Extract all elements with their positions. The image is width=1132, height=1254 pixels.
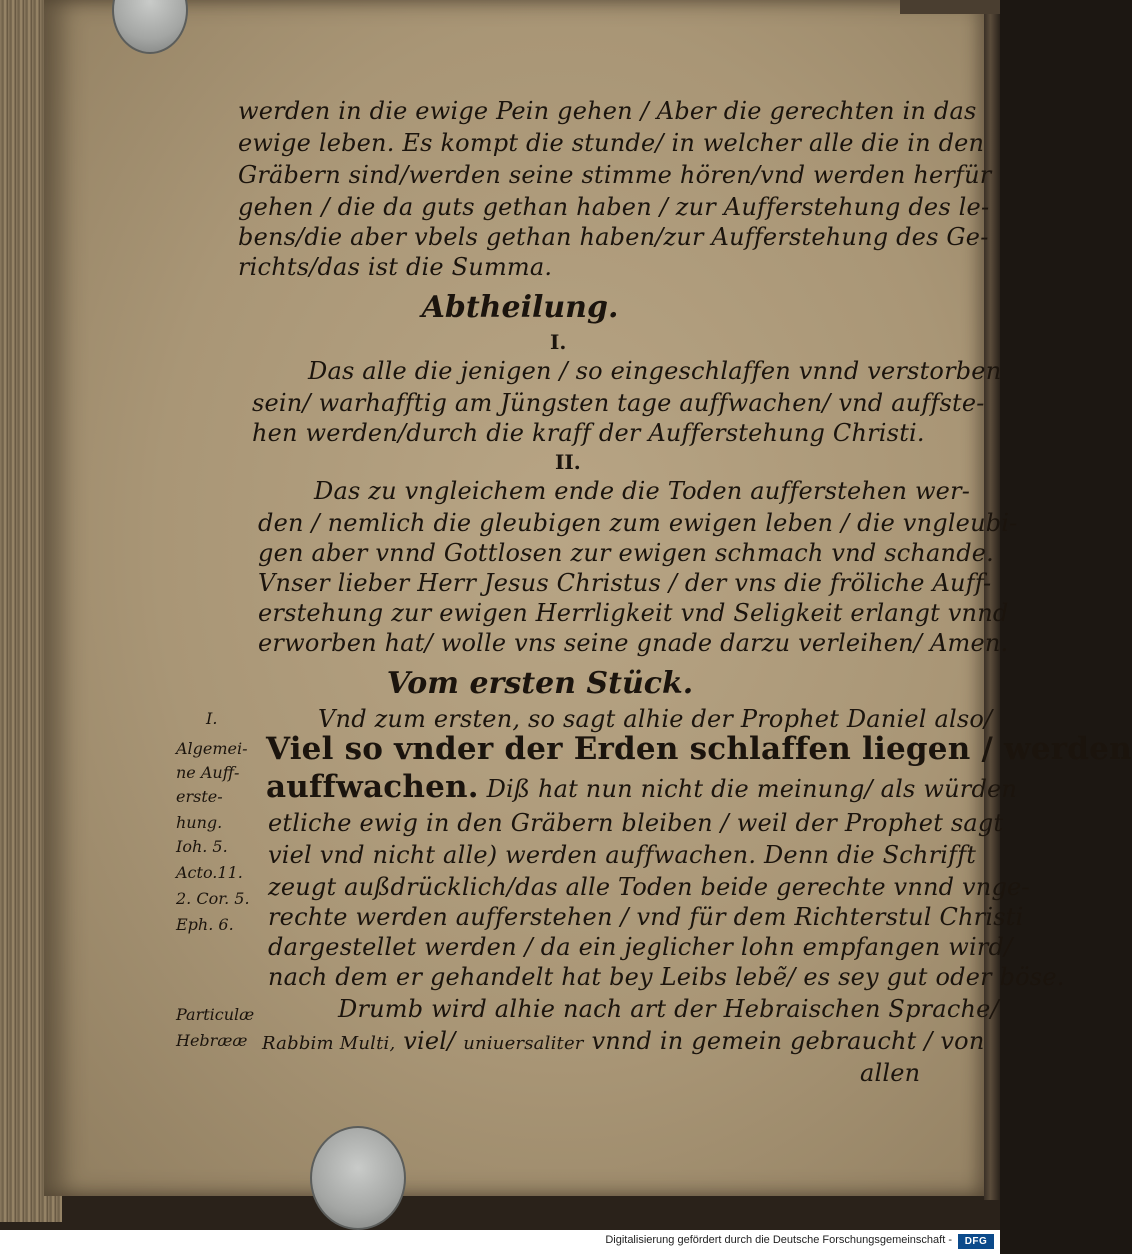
margin-note: Algemei- bbox=[176, 739, 248, 758]
stueck-line: rechte werden aufferstehen / vnd für dem Richterstul Christi bbox=[268, 903, 1024, 931]
stueck-line-rest: Diß hat nun nicht die meinung/ als würden bbox=[478, 775, 1018, 803]
rabbim-mid: viel/ bbox=[395, 1027, 464, 1055]
dfg-logo-icon: DFG bbox=[958, 1234, 994, 1249]
body-line: werden in die ewige Pein gehen / Aber die gerechten in das bbox=[238, 97, 977, 125]
stueck-line: etliche ewig in den Gräbern bleiben / weil der Prophet sagt bbox=[268, 809, 1004, 837]
numeral-one: I. bbox=[550, 330, 567, 354]
margin-note: 2. Cor. 5. bbox=[176, 889, 250, 908]
digitization-footer bbox=[0, 1230, 1000, 1254]
daniel-quote: Viel so vnder der Erden schlaffen liegen / werden bbox=[266, 731, 1132, 767]
section-line: erworben hat/ wolle vns seine gnade darzu verleihen/ Amen. bbox=[258, 629, 1009, 657]
catchword: allen bbox=[860, 1059, 921, 1087]
stueck-line: dargestellet werden / da ein jeglicher lohn empfangen wird/ bbox=[268, 933, 1013, 961]
margin-note: Acto.11. bbox=[176, 863, 243, 882]
section-line: Das zu vngleichem ende die Toden aufferstehen wer- bbox=[314, 477, 971, 505]
body-line: richts/das ist die Summa. bbox=[238, 253, 553, 281]
stueck-line: nach dem er gehandelt hat bey Leibs lebẽ/ es sey gut oder böse. bbox=[268, 963, 1065, 991]
rabbim-universaliter: uniuersaliter bbox=[463, 1033, 584, 1054]
margin-note: Eph. 6. bbox=[176, 915, 234, 934]
heading-abtheilung: Abtheilung. bbox=[421, 290, 619, 325]
daniel-quote-end: auffwachen. bbox=[266, 769, 479, 805]
stueck-intro: Vnd zum ersten, so sagt alhie der Prophet Daniel also/ bbox=[318, 705, 993, 733]
body-line: gehen / die da guts gethan haben / zur Aufferstehung des le- bbox=[238, 193, 990, 221]
margin-note: Ioh. 5. bbox=[176, 837, 228, 856]
margin-note: Hebrææ bbox=[176, 1031, 248, 1050]
footer-credit: Digitalisierung gefördert durch die Deutsche Forschungsgemeinschaft - bbox=[605, 1234, 952, 1246]
section-line: hen werden/durch die kraff der Aufferstehung Christi. bbox=[252, 419, 925, 447]
section-line: Das alle die jenigen / so eingeschlaffen vnnd verstorben bbox=[308, 357, 1002, 385]
rabbim-line bbox=[262, 1026, 985, 1059]
margin-note: hung. bbox=[176, 813, 223, 832]
numeral-two: II. bbox=[555, 450, 581, 474]
drumb-line: Drumb wird alhie nach art der Hebraischen Sprache/ bbox=[338, 995, 999, 1023]
margin-note: Particulæ bbox=[176, 1005, 255, 1024]
rabbim-rest: vnnd in gemein gebraucht / von bbox=[583, 1027, 985, 1055]
body-line: bens/die aber vbels gethan haben/zur Aufferstehung des Ge- bbox=[238, 223, 989, 251]
rabbim-latin: Rabbim Multi, bbox=[262, 1033, 396, 1054]
margin-note: I. bbox=[206, 709, 218, 728]
margin-note: erste- bbox=[176, 787, 223, 806]
body-line: Gräbern sind/werden seine stimme hören/vnd werden herfür bbox=[238, 161, 992, 189]
section-line: gen aber vnnd Gottlosen zur ewigen schmach vnd schande. bbox=[258, 539, 995, 567]
section-line: den / nemlich die gleubigen zum ewigen leben / die vngleubi- bbox=[258, 509, 1018, 537]
stueck-line: zeugt außdrücklich/das alle Toden beide gerechte vnnd vnge- bbox=[268, 873, 1030, 901]
section-line: sein/ warhafftig am Jüngsten tage auffwachen/ vnd auffste- bbox=[252, 389, 985, 417]
section-line: erstehung zur ewigen Herrligkeit vnd Seligkeit erlangt vnnd bbox=[258, 599, 1009, 627]
margin-note: ne Auff- bbox=[176, 763, 240, 782]
heading-vom-ersten-stueck: Vom ersten Stück. bbox=[386, 666, 694, 701]
section-line: Vnser lieber Herr Jesus Christus / der vns die fröliche Auff- bbox=[258, 569, 992, 597]
stueck-line bbox=[266, 769, 1018, 805]
body-line: ewige leben. Es kompt die stunde/ in welcher alle die in den bbox=[238, 129, 985, 157]
stueck-line: viel vnd nicht alle) werden auffwachen. Denn die Schrifft bbox=[268, 841, 977, 869]
